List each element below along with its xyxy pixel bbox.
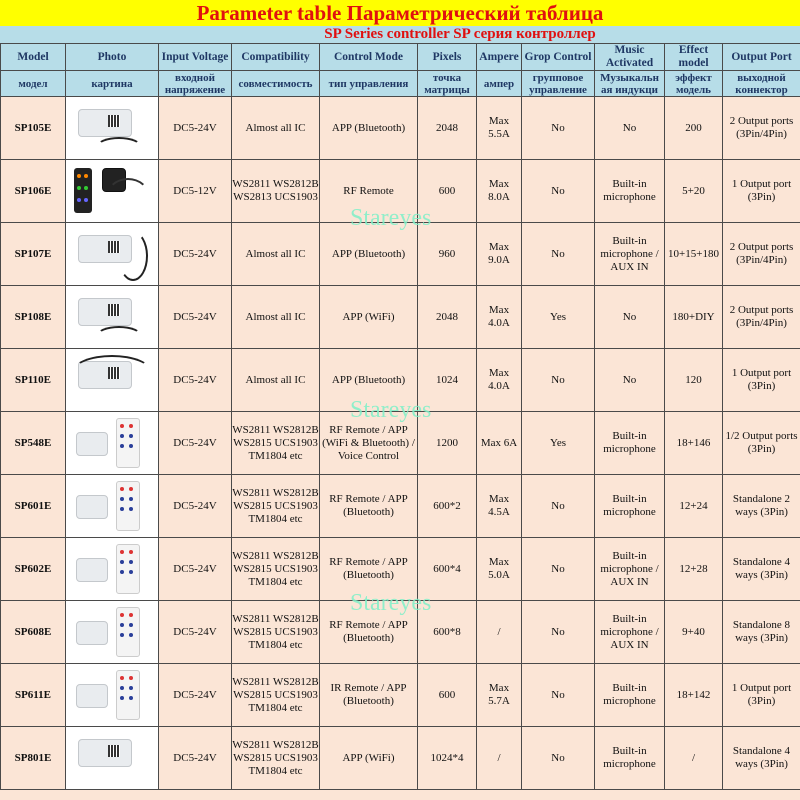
- output-port-cell: 1 Output port (3Pin): [723, 349, 800, 412]
- header-ru-model: модел: [1, 71, 66, 97]
- compatibility-cell: WS2811 WS2812B WS2815 UCS1903 TM1804 etc: [232, 412, 320, 475]
- model-cell: SP611E: [1, 664, 66, 727]
- voltage-cell: DC5-24V: [159, 223, 232, 286]
- page-title: Parameter table Параметрический таблица: [0, 0, 800, 27]
- pixels-cell: 1024*4: [418, 727, 477, 790]
- product-photo: [66, 223, 158, 285]
- effect-model-cell: 12+24: [665, 475, 723, 538]
- header-output: Output Port: [723, 44, 800, 71]
- group-control-cell: No: [522, 349, 595, 412]
- header-ru-control: тип управления: [320, 71, 418, 97]
- product-photo: [66, 664, 158, 726]
- header-compat: Compatibility: [232, 44, 320, 71]
- voltage-cell: DC5-24V: [159, 601, 232, 664]
- header-row-en: [1, 44, 800, 71]
- music-activated-cell: Built-in microphone: [595, 664, 665, 727]
- control-mode-cell: RF Remote / APP (Bluetooth): [320, 475, 418, 538]
- music-activated-cell: Built-in microphone / AUX IN: [595, 538, 665, 601]
- compatibility-cell: WS2811 WS2812B WS2815 UCS1903 TM1804 etc: [232, 664, 320, 727]
- page-subtitle: SP Series controller SP серия контроллер: [0, 26, 800, 43]
- model-cell: SP601E: [1, 475, 66, 538]
- pixels-cell: 600*2: [418, 475, 477, 538]
- table-row: [1, 286, 800, 349]
- table-row: [1, 349, 800, 412]
- music-activated-cell: Built-in microphone: [595, 727, 665, 790]
- ampere-cell: Max 4.0A: [477, 286, 522, 349]
- effect-model-cell: 12+28: [665, 538, 723, 601]
- effect-model-cell: 9+40: [665, 601, 723, 664]
- watermark: Stareyes: [350, 397, 432, 423]
- product-photo: [66, 412, 158, 474]
- model-cell: SP801E: [1, 727, 66, 790]
- photo-cell: [66, 286, 159, 349]
- voltage-cell: DC5-24V: [159, 475, 232, 538]
- effect-model-cell: 180+DIY: [665, 286, 723, 349]
- product-photo: [66, 349, 158, 411]
- controller-shape: [78, 298, 132, 326]
- compatibility-cell: WS2811 WS2812B WS2815 UCS1903 TM1804 etc: [232, 727, 320, 790]
- header-ru-compat: совместимость: [232, 71, 320, 97]
- output-port-cell: Standalone 8 ways (3Pin): [723, 601, 800, 664]
- product-photo: [66, 727, 158, 789]
- control-mode-cell: APP (Bluetooth): [320, 349, 418, 412]
- header-model: Model: [1, 44, 66, 71]
- effect-model-cell: 18+142: [665, 664, 723, 727]
- pixels-cell: 2048: [418, 286, 477, 349]
- group-control-cell: No: [522, 601, 595, 664]
- model-cell: SP105E: [1, 97, 66, 160]
- ampere-cell: Max 8.0A: [477, 160, 522, 223]
- photo-cell: [66, 664, 159, 727]
- controller-shape: [76, 432, 108, 456]
- group-control-cell: No: [522, 160, 595, 223]
- pixels-cell: 600: [418, 160, 477, 223]
- effect-model-cell: /: [665, 727, 723, 790]
- model-cell: SP608E: [1, 601, 66, 664]
- voltage-cell: DC5-24V: [159, 664, 232, 727]
- header-ru-effect: эффект модель: [665, 71, 723, 97]
- group-control-cell: No: [522, 727, 595, 790]
- ampere-cell: Max 4.0A: [477, 349, 522, 412]
- model-cell: SP107E: [1, 223, 66, 286]
- header-ru-output: выходной коннектор: [723, 71, 800, 97]
- product-photo: [66, 475, 158, 537]
- music-activated-cell: Built-in microphone: [595, 412, 665, 475]
- header-ampere: Ampere: [477, 44, 522, 71]
- header-photo: Photo: [66, 44, 159, 71]
- ampere-cell: /: [477, 727, 522, 790]
- header-pixels: Pixels: [418, 44, 477, 71]
- music-activated-cell: No: [595, 97, 665, 160]
- music-activated-cell: Built-in microphone / AUX IN: [595, 601, 665, 664]
- ampere-cell: Max 5.0A: [477, 538, 522, 601]
- header-ru-pixels: точка матрицы: [418, 71, 477, 97]
- header-ru-ampere: ампер: [477, 71, 522, 97]
- voltage-cell: DC5-24V: [159, 727, 232, 790]
- model-cell: SP110E: [1, 349, 66, 412]
- compatibility-cell: WS2811 WS2812B WS2815 UCS1903 TM1804 etc: [232, 475, 320, 538]
- pixels-cell: 1024: [418, 349, 477, 412]
- output-port-cell: 1/2 Output ports (3Pin): [723, 412, 800, 475]
- group-control-cell: No: [522, 475, 595, 538]
- output-port-cell: 2 Output ports (3Pin/4Pin): [723, 223, 800, 286]
- group-control-cell: Yes: [522, 286, 595, 349]
- voltage-cell: DC5-24V: [159, 286, 232, 349]
- photo-cell: [66, 97, 159, 160]
- output-port-cell: Standalone 2 ways (3Pin): [723, 475, 800, 538]
- table-row: [1, 538, 800, 601]
- voltage-cell: DC5-24V: [159, 412, 232, 475]
- header-music: Music Activated: [595, 44, 665, 71]
- music-activated-cell: No: [595, 349, 665, 412]
- model-cell: SP108E: [1, 286, 66, 349]
- photo-cell: [66, 160, 159, 223]
- control-mode-cell: IR Remote / APP (Bluetooth): [320, 664, 418, 727]
- header-group: Grop Control: [522, 44, 595, 71]
- model-cell: SP106E: [1, 160, 66, 223]
- pixels-cell: 600: [418, 664, 477, 727]
- ampere-cell: Max 6A: [477, 412, 522, 475]
- output-port-cell: 1 Output port (3Pin): [723, 160, 800, 223]
- pixels-cell: 600*8: [418, 601, 477, 664]
- header-ru-photo: картина: [66, 71, 159, 97]
- pixels-cell: 960: [418, 223, 477, 286]
- header-row-ru: [1, 71, 800, 97]
- pixels-cell: 1200: [418, 412, 477, 475]
- effect-model-cell: 200: [665, 97, 723, 160]
- ampere-cell: Max 4.5A: [477, 475, 522, 538]
- voltage-cell: DC5-24V: [159, 538, 232, 601]
- header-ru-music: Музыкальн ая индукци: [595, 71, 665, 97]
- header-ru-voltage: входной напряжение: [159, 71, 232, 97]
- table-row: [1, 727, 800, 790]
- product-photo: [66, 538, 158, 600]
- compatibility-cell: Almost all IC: [232, 349, 320, 412]
- header-voltage: Input Voltage: [159, 44, 232, 71]
- music-activated-cell: Built-in microphone: [595, 160, 665, 223]
- ampere-cell: Max 5.5A: [477, 97, 522, 160]
- table-row: [1, 475, 800, 538]
- table-row: [1, 664, 800, 727]
- output-port-cell: 2 Output ports (3Pin/4Pin): [723, 97, 800, 160]
- group-control-cell: No: [522, 538, 595, 601]
- model-cell: SP548E: [1, 412, 66, 475]
- control-mode-cell: APP (Bluetooth): [320, 223, 418, 286]
- compatibility-cell: Almost all IC: [232, 97, 320, 160]
- effect-model-cell: 18+146: [665, 412, 723, 475]
- ampere-cell: Max 9.0A: [477, 223, 522, 286]
- voltage-cell: DC5-24V: [159, 349, 232, 412]
- compatibility-cell: WS2811 WS2812B WS2815 UCS1903 TM1804 etc: [232, 601, 320, 664]
- control-mode-cell: RF Remote / APP (Bluetooth): [320, 538, 418, 601]
- photo-cell: [66, 538, 159, 601]
- photo-cell: [66, 223, 159, 286]
- ampere-cell: /: [477, 601, 522, 664]
- product-photo: [66, 601, 158, 663]
- qr-code-shape: [108, 745, 120, 757]
- output-port-cell: Standalone 4 ways (3Pin): [723, 727, 800, 790]
- table-row: [1, 412, 800, 475]
- table-row: [1, 601, 800, 664]
- effect-model-cell: 5+20: [665, 160, 723, 223]
- controller-shape: [76, 558, 108, 582]
- controller-shape: [76, 621, 108, 645]
- output-port-cell: 1 Output port (3Pin): [723, 664, 800, 727]
- controller-shape: [76, 684, 108, 708]
- qr-code-shape: [108, 115, 120, 127]
- controller-shape: [78, 739, 132, 767]
- control-mode-cell: RF Remote: [320, 160, 418, 223]
- photo-cell: [66, 412, 159, 475]
- group-control-cell: Yes: [522, 412, 595, 475]
- output-port-cell: 2 Output ports (3Pin/4Pin): [723, 286, 800, 349]
- table-row: [1, 160, 800, 223]
- photo-cell: [66, 727, 159, 790]
- model-cell: SP602E: [1, 538, 66, 601]
- compatibility-cell: Almost all IC: [232, 223, 320, 286]
- control-mode-cell: APP (WiFi): [320, 286, 418, 349]
- controller-shape: [78, 109, 132, 137]
- parameter-table: [0, 43, 800, 790]
- product-photo: [66, 160, 158, 222]
- photo-cell: [66, 349, 159, 412]
- header-ru-group: групповое управление: [522, 71, 595, 97]
- product-photo: [66, 286, 158, 348]
- qr-code-shape: [108, 304, 120, 316]
- compatibility-cell: WS2811 WS2812B WS2815 UCS1903 TM1804 etc: [232, 538, 320, 601]
- control-mode-cell: RF Remote / APP (Bluetooth): [320, 601, 418, 664]
- compatibility-cell: Almost all IC: [232, 286, 320, 349]
- table-row: [1, 97, 800, 160]
- voltage-cell: DC5-12V: [159, 160, 232, 223]
- pixels-cell: 2048: [418, 97, 477, 160]
- effect-model-cell: 120: [665, 349, 723, 412]
- pixels-cell: 600*4: [418, 538, 477, 601]
- group-control-cell: No: [522, 664, 595, 727]
- table-row: [1, 223, 800, 286]
- photo-cell: [66, 601, 159, 664]
- voltage-cell: DC5-24V: [159, 97, 232, 160]
- group-control-cell: No: [522, 223, 595, 286]
- control-mode-cell: RF Remote / APP (WiFi & Bluetooth) / Voice Control: [320, 412, 418, 475]
- music-activated-cell: Built-in microphone / AUX IN: [595, 223, 665, 286]
- ampere-cell: Max 5.7A: [477, 664, 522, 727]
- control-mode-cell: APP (Bluetooth): [320, 97, 418, 160]
- controller-shape: [76, 495, 108, 519]
- product-photo: [66, 97, 158, 159]
- music-activated-cell: No: [595, 286, 665, 349]
- header-control: Control Mode: [320, 44, 418, 71]
- effect-model-cell: 10+15+180: [665, 223, 723, 286]
- output-port-cell: Standalone 4 ways (3Pin): [723, 538, 800, 601]
- compatibility-cell: WS2811 WS2812B WS2813 UCS1903: [232, 160, 320, 223]
- header-effect: Effect model: [665, 44, 723, 71]
- music-activated-cell: Built-in microphone: [595, 475, 665, 538]
- photo-cell: [66, 475, 159, 538]
- control-mode-cell: APP (WiFi): [320, 727, 418, 790]
- watermark: Stareyes: [350, 205, 432, 231]
- group-control-cell: No: [522, 97, 595, 160]
- watermark: Stareyes: [350, 590, 432, 616]
